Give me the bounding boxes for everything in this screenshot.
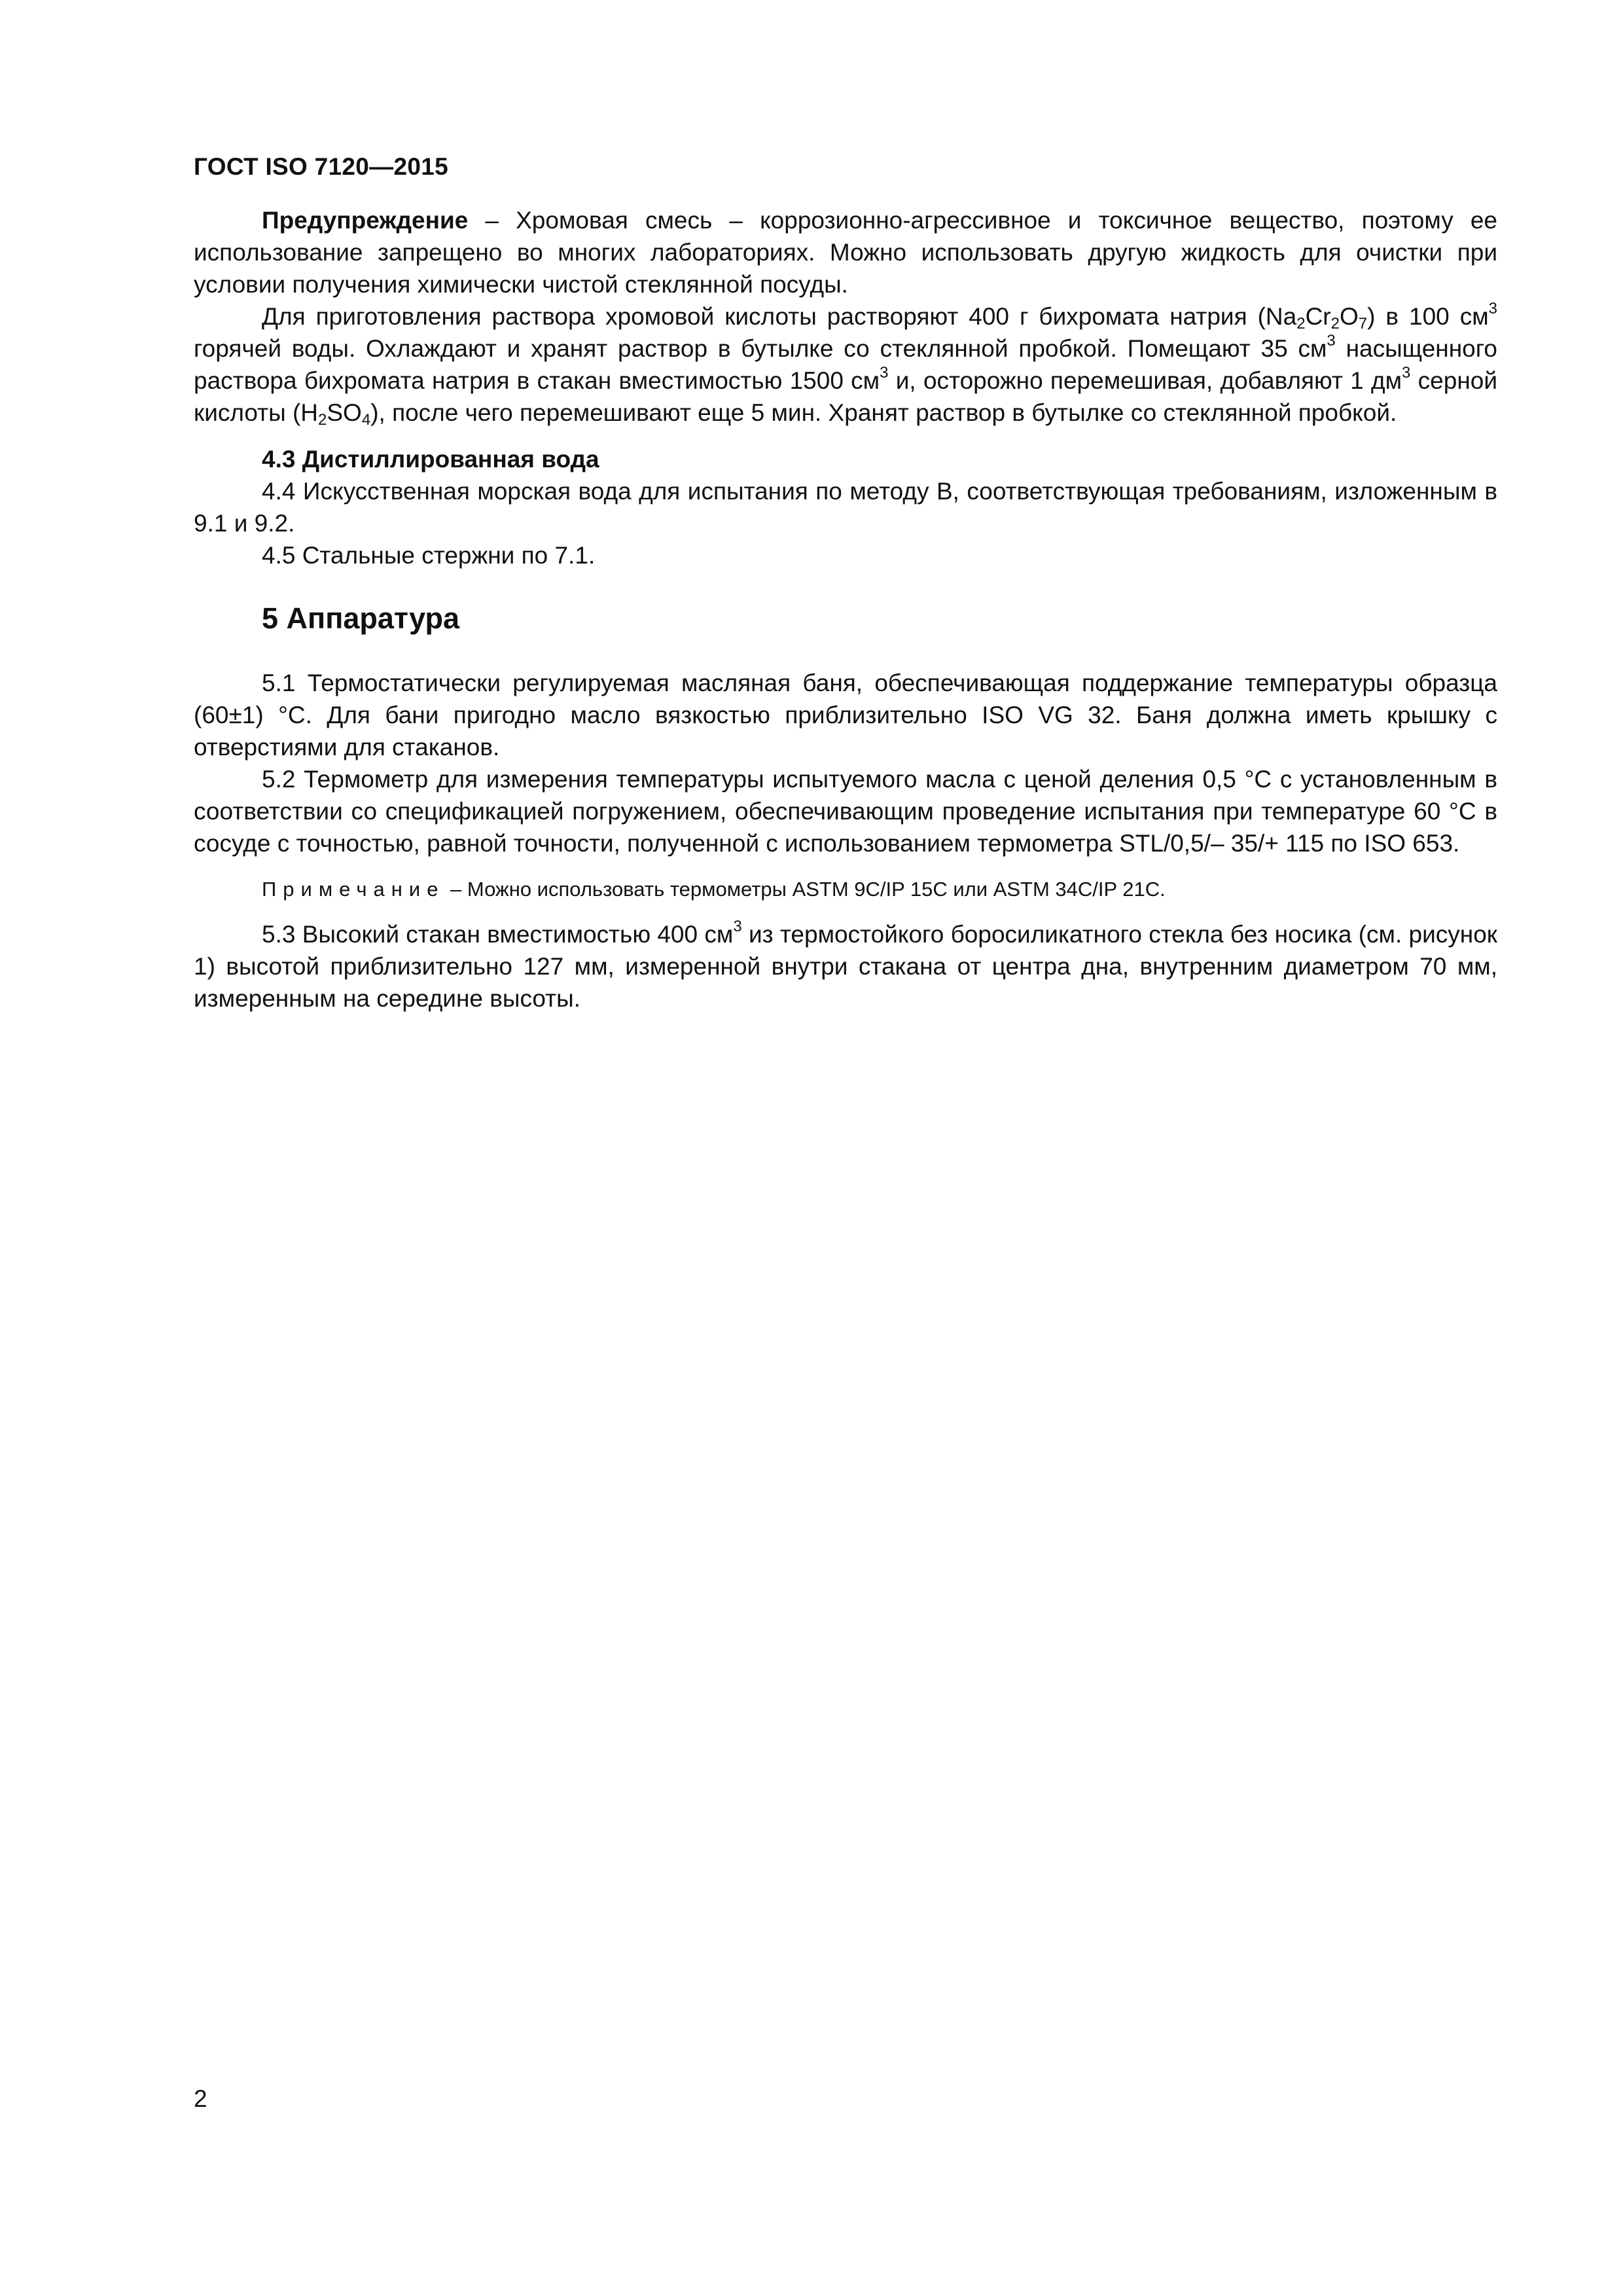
warning-text: – Хромовая смесь – коррозионно-агрессивное и токсичное вещество, поэтому ее использование запрещено во многих лабораториях. Можно использовать другую жидкость для очистки при условии получения химически чистой стеклянной посуды.	[194, 207, 1497, 298]
subscript: 7	[1358, 315, 1368, 332]
text-run: Для приготовления раствора хромовой кислоты растворяют 400 г бихромата натрия (Na	[262, 303, 1297, 330]
chromic-acid-paragraph	[194, 300, 1497, 429]
superscript: 3	[1402, 364, 1411, 382]
section-5-title: 5 Аппаратура	[262, 601, 460, 635]
text-run: из термостойкого боросиликатного стекла без носика (см. рисунок 1) высотой приблизительно 127 мм, измеренной внутри стакана от центра дна, внутренним диаметром 70 мм, измеренным на середине высоты.	[194, 921, 1497, 1012]
note-text: – Можно использовать термометры ASTM 9C/IP 15C или ASTM 34C/IP 21C.	[444, 878, 1166, 901]
text-run: серной кислоты (H	[194, 367, 1497, 426]
text-run: ) в 100 см	[1367, 303, 1489, 330]
item-4-3: 4.3 Дистиллированная вода	[262, 446, 599, 473]
superscript: 3	[1488, 300, 1497, 317]
subscript: 2	[1330, 315, 1340, 332]
superscript: 3	[880, 364, 889, 382]
page-number: 2	[194, 2085, 207, 2112]
document-page	[194, 0, 1497, 2296]
item-4-5: 4.5 Стальные стержни по 7.1.	[262, 542, 596, 569]
standard-header: ГОСТ ISO 7120—2015	[194, 153, 448, 180]
item-5-3	[194, 918, 1497, 1014]
note	[194, 875, 1497, 904]
item-5-2: 5.2 Термометр для измерения температуры испытуемого масла с ценой деления 0,5 °С с установленным в соответствии со спецификацией погружением, обеспечивающим проведение испытания при температуре 60 °С в сосуде с точностью, равной точности, полученной с использованием термометра STL/0,5/– 35/+ 115 по ISO 653.	[194, 766, 1497, 857]
warning-label: Предупреждение	[262, 207, 469, 234]
subscript: 2	[318, 411, 327, 429]
warning-paragraph	[194, 204, 1497, 300]
superscript: 3	[733, 918, 742, 935]
item-4-4: 4.4 Искусственная морская вода для испытания по методу B, соответствующая требованиям, изложенным в 9.1 и 9.2.	[194, 478, 1497, 537]
text-run: и, осторожно перемешивая, добавляют 1 дм	[888, 367, 1402, 394]
subscript: 2	[1296, 315, 1306, 332]
text-run: ), после чего перемешивают еще 5 мин. Хранят раствор в бутылке со стеклянной пробкой.	[370, 399, 1397, 426]
subscript: 4	[361, 411, 371, 429]
text-run: SO	[327, 399, 362, 426]
document-body	[194, 204, 1497, 1014]
superscript: 3	[1327, 332, 1336, 350]
text-run: O	[1339, 303, 1359, 330]
text-run: 5.3 Высокий стакан вместимостью 400 см	[262, 921, 734, 948]
text-run: горячей воды. Охлаждают и хранят раствор в бутылке со стеклянной пробкой. Помещают 35 см	[194, 335, 1327, 362]
note-label: Примечание	[262, 878, 445, 901]
item-5-1: 5.1 Термостатически регулируемая масляная баня, обеспечивающая поддержание температуры образца (60±1) °С. Для бани пригодно масло вязкостью приблизительно ISO VG 32. Баня должна иметь крышку с отверстиями для стаканов.	[194, 670, 1497, 761]
text-run: Cr	[1305, 303, 1331, 330]
text-run: насыщенного раствора бихромата натрия в стакан вместимостью 1500 см	[194, 335, 1497, 394]
